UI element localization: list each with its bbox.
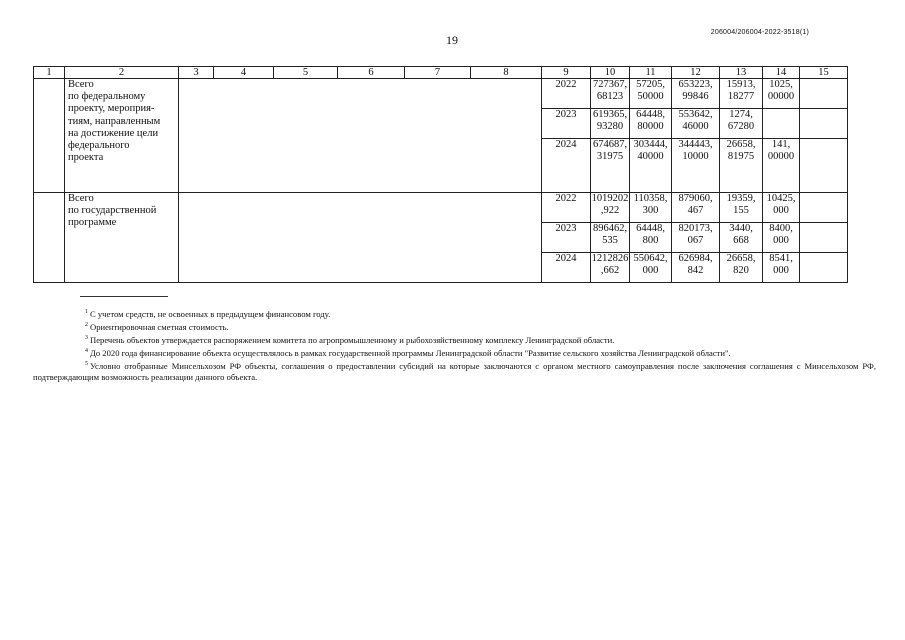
amount-line: 727367, [592, 79, 628, 90]
amount-line: 8400, [769, 223, 793, 234]
amount-line: 68123 [596, 91, 624, 102]
footnote-mark: 5 [85, 361, 88, 368]
amount-cell [720, 253, 763, 283]
column-header-row [34, 67, 848, 79]
cell-empty [34, 79, 65, 193]
amount-cell [672, 109, 720, 139]
amount-line: 3440, [729, 223, 753, 234]
cell-empty [800, 109, 848, 139]
cell-empty [800, 79, 848, 109]
amount-cell [763, 139, 800, 193]
row-name-line: по государственной [68, 205, 157, 217]
amount-cell [672, 223, 720, 253]
amount-line: 00000 [767, 91, 795, 102]
amount-cell [672, 253, 720, 283]
amount-line: 668 [733, 235, 749, 246]
cell-empty [800, 253, 848, 283]
year-cell: 2024 [542, 253, 591, 283]
amount-line: 000 [773, 235, 789, 246]
amount-line: 10000 [682, 151, 709, 162]
amount-line: 619365, [592, 109, 628, 120]
amount-line: 000 [642, 265, 659, 276]
year-cell: 2022 [542, 79, 591, 109]
amount-line: 535 [602, 235, 618, 246]
amount-cell [630, 79, 672, 109]
amount-line: 40000 [637, 151, 664, 162]
amount-cell [591, 139, 630, 193]
amount-cell [672, 139, 720, 193]
amount-cell [630, 253, 672, 283]
column-header: 15 [800, 67, 848, 79]
amount-line: 553642, [678, 109, 713, 120]
row-name-line: Всего [68, 193, 94, 204]
amount-line: 000 [773, 265, 789, 276]
amount-line: 1274, [729, 109, 753, 120]
amount-cell [591, 253, 630, 283]
amount-line: 067 [687, 235, 704, 246]
cell-empty-span [179, 193, 542, 283]
footnote-text: Ориентировочная сметная стоимость. [90, 322, 229, 332]
footnote-mark: 1 [85, 309, 88, 316]
amount-line: 57205, [636, 79, 665, 90]
column-header: 12 [672, 67, 720, 79]
amount-line: 26658, [726, 139, 756, 150]
amount-cell [672, 79, 720, 109]
column-header: 9 [542, 67, 591, 79]
amount-line: 18277 [727, 91, 755, 102]
year-cell: 2022 [542, 193, 591, 223]
amount-line: 800 [642, 235, 659, 246]
amount-line: 896462, [592, 223, 628, 234]
amount-cell [763, 109, 800, 139]
year-cell: 2024 [542, 139, 591, 193]
footnote-mark: 3 [85, 335, 88, 342]
footnote [33, 361, 876, 383]
table-row [34, 193, 848, 223]
footnotes [33, 309, 876, 385]
footnote-mark: 2 [85, 322, 88, 329]
amount-line: 1025, [769, 79, 793, 90]
amount-cell [763, 79, 800, 109]
amount-cell [720, 223, 763, 253]
column-header: 1 [34, 67, 65, 79]
cell-empty-span [179, 79, 542, 193]
amount-line: 8541, [769, 253, 793, 264]
financing-table [33, 66, 848, 283]
amount-cell [630, 223, 672, 253]
row-group-name [65, 79, 179, 193]
amount-cell [591, 193, 630, 223]
amount-line: 110358, [633, 193, 668, 204]
amount-cell [591, 223, 630, 253]
row-name-line: по федеральному [68, 91, 146, 103]
amount-line: 626984, [678, 253, 713, 264]
amount-line: 64448, [636, 223, 665, 234]
footnote-separator [80, 296, 168, 297]
amount-line: ,662 [600, 265, 620, 276]
amount-line: 80000 [637, 121, 664, 132]
amount-line: 15913, [726, 79, 756, 90]
amount-line: 00000 [767, 151, 795, 162]
column-header: 6 [338, 67, 405, 79]
column-header: 4 [214, 67, 274, 79]
amount-cell [672, 193, 720, 223]
amount-line: 64448, [636, 109, 665, 120]
amount-line: 344443, [678, 139, 713, 150]
row-name-line: Всего [68, 79, 94, 90]
amount-line: 10425, [766, 193, 796, 204]
cell-empty [800, 223, 848, 253]
amount-cell [630, 139, 672, 193]
amount-line: 99846 [682, 91, 709, 102]
footnote [33, 335, 876, 346]
footnote-text: До 2020 года финансирование объекта осуществлялось в рамках государственной программы Ленинградской области "Развитие сельского хозяйства Ленинградской области". [90, 348, 731, 358]
amount-line: 93280 [596, 121, 624, 132]
amount-line: 19359, [726, 193, 756, 204]
column-header: 2 [65, 67, 179, 79]
amount-line: 50000 [637, 91, 664, 102]
amount-cell [720, 139, 763, 193]
amount-line: 46000 [682, 121, 709, 132]
amount-line: 820173, [678, 223, 713, 234]
amount-cell [720, 109, 763, 139]
footnote [33, 309, 876, 320]
amount-line: 1019202 [591, 193, 629, 204]
row-name-line: тиям, направленным [68, 115, 161, 127]
row-name-line: федерального [68, 140, 130, 152]
row-name-line: проекту, мероприя- [68, 103, 155, 115]
amount-line: ,922 [600, 205, 620, 216]
cell-empty [800, 193, 848, 223]
column-header: 10 [591, 67, 630, 79]
footnote [33, 322, 876, 333]
amount-line: 000 [773, 205, 789, 216]
amount-cell [630, 193, 672, 223]
amount-cell [763, 253, 800, 283]
cell-empty [34, 193, 65, 283]
year-cell: 2023 [542, 223, 591, 253]
amount-line: 300 [642, 205, 659, 216]
footnote-text: С учетом средств, не освоенных в предыдущем финансовом году. [90, 309, 331, 319]
amount-cell [591, 79, 630, 109]
column-header: 3 [179, 67, 214, 79]
amount-line: 820 [733, 265, 749, 276]
amount-line: 653223, [678, 79, 713, 90]
amount-line: 879060, [678, 193, 713, 204]
page-number: 19 [446, 33, 458, 47]
amount-cell [720, 193, 763, 223]
amount-cell [763, 193, 800, 223]
amount-line: 155 [733, 205, 749, 216]
column-header: 7 [405, 67, 471, 79]
amount-line: 467 [687, 205, 704, 216]
amount-line: 842 [687, 265, 704, 276]
amount-cell [720, 79, 763, 109]
amount-line: 1212826 [591, 253, 629, 264]
row-group-name [65, 193, 179, 283]
amount-line: 141, [771, 139, 791, 150]
amount-cell [630, 109, 672, 139]
row-name-line: проекта [68, 152, 104, 164]
column-header: 14 [763, 67, 800, 79]
amount-line: 31975 [596, 151, 624, 162]
amount-cell [591, 109, 630, 139]
column-header: 13 [720, 67, 763, 79]
amount-line: 550642, [633, 253, 668, 264]
footnote-text: Перечень объектов утверждается распоряжением комитета по агропромышленному и рыбохозяйственному комплексу Ленинградской области. [90, 335, 615, 345]
column-header: 11 [630, 67, 672, 79]
column-header: 5 [274, 67, 338, 79]
footnote-text: Условно отобранные Минсельхозом РФ объекты, соглашения о предоставлении субсидий на которые заключаются с органом местного самоуправления после заключения соглашения с Минсельхозом РФ, подтверждающим возможность реализации данного объекта. [33, 361, 876, 382]
cell-empty [800, 139, 848, 193]
amount-line: 81975 [727, 151, 755, 162]
amount-line: 674687, [592, 139, 628, 150]
amount-line: 67280 [727, 121, 755, 132]
table-row [34, 79, 848, 109]
row-name-line: на достижение цели [68, 127, 159, 139]
footnote-mark: 4 [85, 348, 88, 355]
row-name-line: программе [68, 217, 117, 229]
year-cell: 2023 [542, 109, 591, 139]
column-header: 8 [471, 67, 542, 79]
footnote [33, 348, 876, 359]
amount-cell [763, 223, 800, 253]
document-code: 206004/206004-2022-3518(1) [710, 29, 809, 36]
amount-line: 26658, [726, 253, 756, 264]
amount-line: 303444, [633, 139, 668, 150]
